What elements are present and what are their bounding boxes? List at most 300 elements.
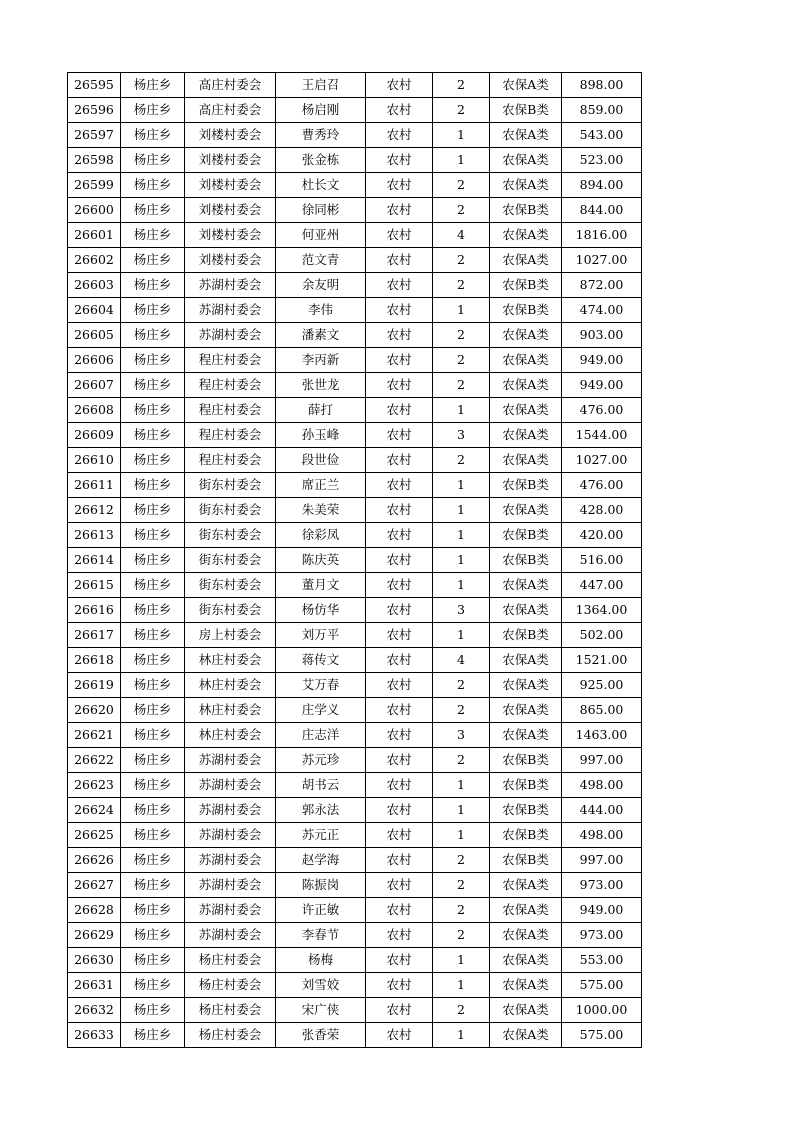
household-type-cell: 农村 <box>366 848 433 873</box>
table-row <box>68 748 642 773</box>
village-committee-cell: 苏湖村委会 <box>185 773 276 798</box>
household-type-cell: 农村 <box>366 123 433 148</box>
amount-cell: 474.00 <box>562 298 642 323</box>
record-id-cell: 26630 <box>68 948 121 973</box>
table-row <box>68 523 642 548</box>
table-row <box>68 423 642 448</box>
person-name-cell: 胡书云 <box>276 773 366 798</box>
record-id-cell: 26600 <box>68 198 121 223</box>
record-id-cell: 26631 <box>68 973 121 998</box>
member-count-cell: 1 <box>433 298 490 323</box>
person-name-cell: 张金栋 <box>276 148 366 173</box>
record-id-cell: 26617 <box>68 623 121 648</box>
village-committee-cell: 程庄村委会 <box>185 373 276 398</box>
table-row <box>68 98 642 123</box>
amount-cell: 1027.00 <box>562 448 642 473</box>
amount-cell: 1544.00 <box>562 423 642 448</box>
table-row <box>68 698 642 723</box>
township-cell: 杨庄乡 <box>121 148 185 173</box>
township-cell: 杨庄乡 <box>121 423 185 448</box>
person-name-cell: 李春节 <box>276 923 366 948</box>
village-committee-cell: 苏湖村委会 <box>185 298 276 323</box>
record-id-cell: 26628 <box>68 898 121 923</box>
person-name-cell: 薛打 <box>276 398 366 423</box>
township-cell: 杨庄乡 <box>121 773 185 798</box>
record-id-cell: 26610 <box>68 448 121 473</box>
village-committee-cell: 刘楼村委会 <box>185 123 276 148</box>
person-name-cell: 何亚州 <box>276 223 366 248</box>
member-count-cell: 1 <box>433 973 490 998</box>
amount-cell: 420.00 <box>562 523 642 548</box>
village-committee-cell: 刘楼村委会 <box>185 223 276 248</box>
village-committee-cell: 苏湖村委会 <box>185 873 276 898</box>
table-row <box>68 448 642 473</box>
insurance-category-cell: 农保A类 <box>490 573 562 598</box>
member-count-cell: 2 <box>433 323 490 348</box>
table-row <box>68 673 642 698</box>
village-committee-cell: 林庄村委会 <box>185 723 276 748</box>
amount-cell: 865.00 <box>562 698 642 723</box>
household-type-cell: 农村 <box>366 423 433 448</box>
household-type-cell: 农村 <box>366 73 433 98</box>
member-count-cell: 1 <box>433 498 490 523</box>
record-id-cell: 26603 <box>68 273 121 298</box>
amount-cell: 575.00 <box>562 1023 642 1048</box>
village-committee-cell: 林庄村委会 <box>185 648 276 673</box>
household-type-cell: 农村 <box>366 448 433 473</box>
township-cell: 杨庄乡 <box>121 948 185 973</box>
amount-cell: 898.00 <box>562 73 642 98</box>
person-name-cell: 段世俭 <box>276 448 366 473</box>
insurance-category-cell: 农保A类 <box>490 948 562 973</box>
household-type-cell: 农村 <box>366 923 433 948</box>
village-committee-cell: 街东村委会 <box>185 523 276 548</box>
township-cell: 杨庄乡 <box>121 573 185 598</box>
insurance-category-cell: 农保B类 <box>490 823 562 848</box>
township-cell: 杨庄乡 <box>121 448 185 473</box>
amount-cell: 1364.00 <box>562 598 642 623</box>
person-name-cell: 蒋传文 <box>276 648 366 673</box>
person-name-cell: 徐同彬 <box>276 198 366 223</box>
village-committee-cell: 程庄村委会 <box>185 348 276 373</box>
household-type-cell: 农村 <box>366 473 433 498</box>
township-cell: 杨庄乡 <box>121 373 185 398</box>
record-id-cell: 26605 <box>68 323 121 348</box>
person-name-cell: 杨梅 <box>276 948 366 973</box>
village-committee-cell: 程庄村委会 <box>185 448 276 473</box>
insurance-category-cell: 农保B类 <box>490 548 562 573</box>
table-row <box>68 798 642 823</box>
table-row <box>68 823 642 848</box>
township-cell: 杨庄乡 <box>121 648 185 673</box>
amount-cell: 543.00 <box>562 123 642 148</box>
amount-cell: 997.00 <box>562 748 642 773</box>
village-committee-cell: 高庄村委会 <box>185 98 276 123</box>
person-name-cell: 杨仿华 <box>276 598 366 623</box>
insurance-category-cell: 农保A类 <box>490 73 562 98</box>
village-committee-cell: 林庄村委会 <box>185 698 276 723</box>
person-name-cell: 苏元珍 <box>276 748 366 773</box>
person-name-cell: 赵学海 <box>276 848 366 873</box>
amount-cell: 973.00 <box>562 923 642 948</box>
record-id-cell: 26620 <box>68 698 121 723</box>
township-cell: 杨庄乡 <box>121 673 185 698</box>
insurance-category-cell: 农保A类 <box>490 923 562 948</box>
township-cell: 杨庄乡 <box>121 898 185 923</box>
household-type-cell: 农村 <box>366 748 433 773</box>
insurance-category-cell: 农保A类 <box>490 123 562 148</box>
village-committee-cell: 程庄村委会 <box>185 398 276 423</box>
table-row <box>68 198 642 223</box>
insurance-category-cell: 农保B类 <box>490 748 562 773</box>
table-row <box>68 573 642 598</box>
record-id-cell: 26606 <box>68 348 121 373</box>
table-row <box>68 323 642 348</box>
amount-cell: 949.00 <box>562 373 642 398</box>
village-committee-cell: 高庄村委会 <box>185 73 276 98</box>
record-id-cell: 26621 <box>68 723 121 748</box>
person-name-cell: 李伟 <box>276 298 366 323</box>
household-type-cell: 农村 <box>366 248 433 273</box>
township-cell: 杨庄乡 <box>121 873 185 898</box>
member-count-cell: 1 <box>433 573 490 598</box>
household-type-cell: 农村 <box>366 973 433 998</box>
township-cell: 杨庄乡 <box>121 123 185 148</box>
member-count-cell: 1 <box>433 398 490 423</box>
household-type-cell: 农村 <box>366 823 433 848</box>
township-cell: 杨庄乡 <box>121 998 185 1023</box>
township-cell: 杨庄乡 <box>121 548 185 573</box>
household-type-cell: 农村 <box>366 273 433 298</box>
records-table-body <box>68 73 642 1048</box>
member-count-cell: 1 <box>433 473 490 498</box>
household-type-cell: 农村 <box>366 623 433 648</box>
record-id-cell: 26612 <box>68 498 121 523</box>
village-committee-cell: 苏湖村委会 <box>185 823 276 848</box>
record-id-cell: 26633 <box>68 1023 121 1048</box>
insurance-category-cell: 农保A类 <box>490 498 562 523</box>
insurance-category-cell: 农保B类 <box>490 198 562 223</box>
township-cell: 杨庄乡 <box>121 498 185 523</box>
insurance-category-cell: 农保A类 <box>490 998 562 1023</box>
person-name-cell: 陈振岗 <box>276 873 366 898</box>
table-row <box>68 348 642 373</box>
household-type-cell: 农村 <box>366 773 433 798</box>
amount-cell: 498.00 <box>562 773 642 798</box>
village-committee-cell: 刘楼村委会 <box>185 148 276 173</box>
village-committee-cell: 苏湖村委会 <box>185 923 276 948</box>
household-type-cell: 农村 <box>366 723 433 748</box>
record-id-cell: 26627 <box>68 873 121 898</box>
person-name-cell: 董月文 <box>276 573 366 598</box>
township-cell: 杨庄乡 <box>121 823 185 848</box>
table-row <box>68 898 642 923</box>
amount-cell: 949.00 <box>562 348 642 373</box>
household-type-cell: 农村 <box>366 548 433 573</box>
amount-cell: 516.00 <box>562 548 642 573</box>
records-table <box>67 72 642 1048</box>
household-type-cell: 农村 <box>366 148 433 173</box>
person-name-cell: 席正兰 <box>276 473 366 498</box>
village-committee-cell: 刘楼村委会 <box>185 248 276 273</box>
insurance-category-cell: 农保A类 <box>490 1023 562 1048</box>
insurance-category-cell: 农保A类 <box>490 723 562 748</box>
member-count-cell: 1 <box>433 948 490 973</box>
member-count-cell: 2 <box>433 873 490 898</box>
insurance-category-cell: 农保A类 <box>490 173 562 198</box>
record-id-cell: 26618 <box>68 648 121 673</box>
table-row <box>68 773 642 798</box>
person-name-cell: 艾万春 <box>276 673 366 698</box>
record-id-cell: 26595 <box>68 73 121 98</box>
township-cell: 杨庄乡 <box>121 698 185 723</box>
record-id-cell: 26624 <box>68 798 121 823</box>
amount-cell: 872.00 <box>562 273 642 298</box>
member-count-cell: 2 <box>433 248 490 273</box>
table-row <box>68 948 642 973</box>
amount-cell: 498.00 <box>562 823 642 848</box>
member-count-cell: 3 <box>433 723 490 748</box>
household-type-cell: 农村 <box>366 998 433 1023</box>
member-count-cell: 2 <box>433 448 490 473</box>
record-id-cell: 26625 <box>68 823 121 848</box>
table-row <box>68 723 642 748</box>
insurance-category-cell: 农保A类 <box>490 248 562 273</box>
record-id-cell: 26598 <box>68 148 121 173</box>
member-count-cell: 2 <box>433 348 490 373</box>
village-committee-cell: 街东村委会 <box>185 473 276 498</box>
record-id-cell: 26623 <box>68 773 121 798</box>
table-row <box>68 298 642 323</box>
village-committee-cell: 杨庄村委会 <box>185 973 276 998</box>
amount-cell: 523.00 <box>562 148 642 173</box>
village-committee-cell: 街东村委会 <box>185 548 276 573</box>
member-count-cell: 1 <box>433 123 490 148</box>
township-cell: 杨庄乡 <box>121 273 185 298</box>
household-type-cell: 农村 <box>366 598 433 623</box>
amount-cell: 894.00 <box>562 173 642 198</box>
insurance-category-cell: 农保B类 <box>490 848 562 873</box>
amount-cell: 903.00 <box>562 323 642 348</box>
village-committee-cell: 杨庄村委会 <box>185 1023 276 1048</box>
person-name-cell: 孙玉峰 <box>276 423 366 448</box>
amount-cell: 1027.00 <box>562 248 642 273</box>
person-name-cell: 庄学义 <box>276 698 366 723</box>
insurance-category-cell: 农保B类 <box>490 773 562 798</box>
amount-cell: 925.00 <box>562 673 642 698</box>
record-id-cell: 26611 <box>68 473 121 498</box>
amount-cell: 1000.00 <box>562 998 642 1023</box>
table-row <box>68 848 642 873</box>
amount-cell: 997.00 <box>562 848 642 873</box>
member-count-cell: 2 <box>433 998 490 1023</box>
amount-cell: 1816.00 <box>562 223 642 248</box>
member-count-cell: 2 <box>433 98 490 123</box>
village-committee-cell: 刘楼村委会 <box>185 173 276 198</box>
village-committee-cell: 林庄村委会 <box>185 673 276 698</box>
person-name-cell: 徐彩凤 <box>276 523 366 548</box>
record-id-cell: 26616 <box>68 598 121 623</box>
insurance-category-cell: 农保A类 <box>490 398 562 423</box>
table-row <box>68 273 642 298</box>
record-id-cell: 26619 <box>68 673 121 698</box>
record-id-cell: 26622 <box>68 748 121 773</box>
village-committee-cell: 街东村委会 <box>185 573 276 598</box>
township-cell: 杨庄乡 <box>121 198 185 223</box>
village-committee-cell: 杨庄村委会 <box>185 998 276 1023</box>
household-type-cell: 农村 <box>366 948 433 973</box>
person-name-cell: 曹秀玲 <box>276 123 366 148</box>
insurance-category-cell: 农保B类 <box>490 623 562 648</box>
table-row <box>68 548 642 573</box>
table-row <box>68 973 642 998</box>
member-count-cell: 2 <box>433 923 490 948</box>
village-committee-cell: 苏湖村委会 <box>185 323 276 348</box>
insurance-category-cell: 农保B类 <box>490 523 562 548</box>
table-row <box>68 373 642 398</box>
member-count-cell: 1 <box>433 548 490 573</box>
township-cell: 杨庄乡 <box>121 1023 185 1048</box>
person-name-cell: 刘万平 <box>276 623 366 648</box>
person-name-cell: 庄志洋 <box>276 723 366 748</box>
insurance-category-cell: 农保A类 <box>490 673 562 698</box>
table-row <box>68 998 642 1023</box>
member-count-cell: 4 <box>433 648 490 673</box>
insurance-category-cell: 农保A类 <box>490 423 562 448</box>
record-id-cell: 26614 <box>68 548 121 573</box>
household-type-cell: 农村 <box>366 198 433 223</box>
insurance-category-cell: 农保B类 <box>490 798 562 823</box>
person-name-cell: 苏元正 <box>276 823 366 848</box>
insurance-category-cell: 农保B类 <box>490 473 562 498</box>
insurance-category-cell: 农保A类 <box>490 598 562 623</box>
township-cell: 杨庄乡 <box>121 848 185 873</box>
record-id-cell: 26602 <box>68 248 121 273</box>
village-committee-cell: 房上村委会 <box>185 623 276 648</box>
amount-cell: 553.00 <box>562 948 642 973</box>
insurance-category-cell: 农保A类 <box>490 223 562 248</box>
household-type-cell: 农村 <box>366 348 433 373</box>
member-count-cell: 4 <box>433 223 490 248</box>
village-committee-cell: 苏湖村委会 <box>185 748 276 773</box>
household-type-cell: 农村 <box>366 1023 433 1048</box>
township-cell: 杨庄乡 <box>121 798 185 823</box>
record-id-cell: 26608 <box>68 398 121 423</box>
table-row <box>68 873 642 898</box>
township-cell: 杨庄乡 <box>121 73 185 98</box>
member-count-cell: 1 <box>433 523 490 548</box>
table-row <box>68 223 642 248</box>
village-committee-cell: 苏湖村委会 <box>185 848 276 873</box>
person-name-cell: 朱美荣 <box>276 498 366 523</box>
household-type-cell: 农村 <box>366 898 433 923</box>
amount-cell: 859.00 <box>562 98 642 123</box>
insurance-category-cell: 农保A类 <box>490 323 562 348</box>
person-name-cell: 杨启刚 <box>276 98 366 123</box>
record-id-cell: 26629 <box>68 923 121 948</box>
household-type-cell: 农村 <box>366 373 433 398</box>
record-id-cell: 26601 <box>68 223 121 248</box>
member-count-cell: 1 <box>433 148 490 173</box>
record-id-cell: 26626 <box>68 848 121 873</box>
table-row <box>68 498 642 523</box>
amount-cell: 476.00 <box>562 398 642 423</box>
amount-cell: 844.00 <box>562 198 642 223</box>
person-name-cell: 范文青 <box>276 248 366 273</box>
household-type-cell: 农村 <box>366 498 433 523</box>
person-name-cell: 张香荣 <box>276 1023 366 1048</box>
member-count-cell: 2 <box>433 898 490 923</box>
insurance-category-cell: 农保B类 <box>490 298 562 323</box>
township-cell: 杨庄乡 <box>121 598 185 623</box>
village-committee-cell: 刘楼村委会 <box>185 198 276 223</box>
member-count-cell: 1 <box>433 798 490 823</box>
person-name-cell: 余友明 <box>276 273 366 298</box>
record-id-cell: 26599 <box>68 173 121 198</box>
township-cell: 杨庄乡 <box>121 298 185 323</box>
insurance-category-cell: 农保A类 <box>490 873 562 898</box>
amount-cell: 949.00 <box>562 898 642 923</box>
village-committee-cell: 程庄村委会 <box>185 423 276 448</box>
member-count-cell: 1 <box>433 1023 490 1048</box>
table-row <box>68 598 642 623</box>
table-row <box>68 398 642 423</box>
table-row <box>68 473 642 498</box>
amount-cell: 575.00 <box>562 973 642 998</box>
table-row <box>68 123 642 148</box>
insurance-category-cell: 农保A类 <box>490 348 562 373</box>
member-count-cell: 3 <box>433 598 490 623</box>
person-name-cell: 宋广侠 <box>276 998 366 1023</box>
amount-cell: 428.00 <box>562 498 642 523</box>
amount-cell: 444.00 <box>562 798 642 823</box>
amount-cell: 476.00 <box>562 473 642 498</box>
village-committee-cell: 杨庄村委会 <box>185 948 276 973</box>
member-count-cell: 2 <box>433 198 490 223</box>
table-row <box>68 1023 642 1048</box>
household-type-cell: 农村 <box>366 573 433 598</box>
record-id-cell: 26596 <box>68 98 121 123</box>
household-type-cell: 农村 <box>366 673 433 698</box>
township-cell: 杨庄乡 <box>121 748 185 773</box>
household-type-cell: 农村 <box>366 398 433 423</box>
record-id-cell: 26615 <box>68 573 121 598</box>
person-name-cell: 刘雪姣 <box>276 973 366 998</box>
person-name-cell: 潘素文 <box>276 323 366 348</box>
village-committee-cell: 街东村委会 <box>185 498 276 523</box>
household-type-cell: 农村 <box>366 648 433 673</box>
record-id-cell: 26597 <box>68 123 121 148</box>
household-type-cell: 农村 <box>366 173 433 198</box>
insurance-category-cell: 农保B类 <box>490 98 562 123</box>
household-type-cell: 农村 <box>366 698 433 723</box>
township-cell: 杨庄乡 <box>121 323 185 348</box>
member-count-cell: 1 <box>433 773 490 798</box>
member-count-cell: 3 <box>433 423 490 448</box>
township-cell: 杨庄乡 <box>121 623 185 648</box>
township-cell: 杨庄乡 <box>121 348 185 373</box>
township-cell: 杨庄乡 <box>121 398 185 423</box>
table-row <box>68 623 642 648</box>
person-name-cell: 许正敏 <box>276 898 366 923</box>
member-count-cell: 2 <box>433 698 490 723</box>
record-id-cell: 26609 <box>68 423 121 448</box>
insurance-category-cell: 农保B类 <box>490 273 562 298</box>
village-committee-cell: 苏湖村委会 <box>185 273 276 298</box>
household-type-cell: 农村 <box>366 298 433 323</box>
table-row <box>68 73 642 98</box>
table-row <box>68 923 642 948</box>
